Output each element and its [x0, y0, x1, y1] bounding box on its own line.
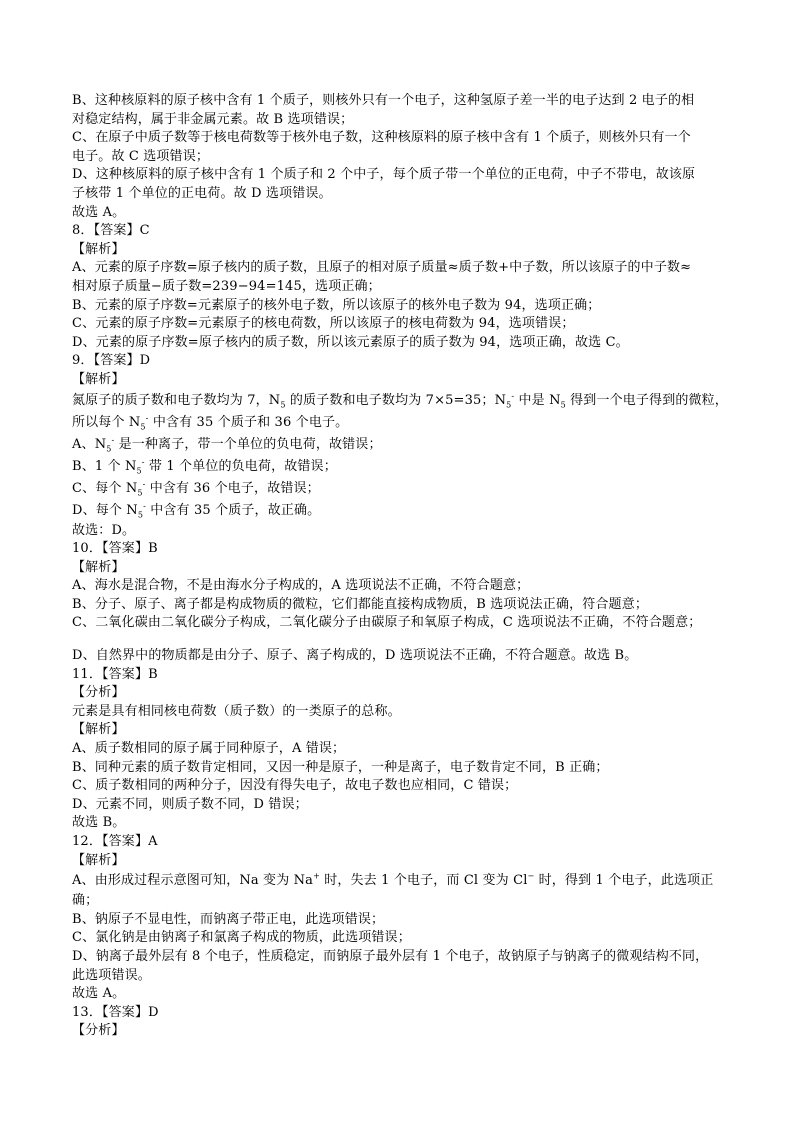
text-span: 氮原子的质子数和电子数均为 7，N — [72, 392, 281, 408]
text-line: B、元素的原子序数=元素原子的核外电子数，所以该原子的核外电子数为 94，选项正确； — [72, 297, 601, 313]
text-line: 相对原子质量−质子数=239−94=145，选项正确； — [72, 278, 381, 294]
answer-content — [72, 92, 728, 1041]
text-span: 是一种离子，带一个单位的负电荷，故错误； — [114, 436, 382, 452]
text-line: 故选 B。 — [72, 815, 126, 831]
text-span: 中含有 36 个电子，故错误； — [145, 480, 320, 496]
formula-line — [72, 870, 722, 892]
section-heading: 【解析】 — [72, 371, 125, 387]
option-line — [72, 456, 722, 478]
text-line: D、自然界中的物质都是由分子、原子、离子构成的，D 选项说法不正确，不符合题意。故选 B。 — [72, 648, 638, 664]
answer-heading: 12．【答案】A — [72, 834, 158, 849]
superscript: - — [143, 501, 146, 511]
text-line: D、钠离子最外层有 8 个电子，性质稳定，而钠原子最外层有 1 个电子，故钠原子与钠离子的微观结构不同， — [72, 948, 709, 964]
section-heading: 【解析】 — [72, 559, 125, 575]
text-span: 时，得到 1 个电子，此选项正 — [534, 873, 714, 889]
text-line: 对稳定结构，属于非金属元素。故 B 选项错误； — [72, 111, 354, 127]
superscript: - — [141, 457, 145, 467]
text-line: 此选项错误。 — [72, 967, 151, 983]
text-line: A、元素的原子序数=原子核内的质子数，且原子的相对原子质量≈质子数+中子数，所以该原子的中子数≈ — [72, 260, 692, 276]
text-line: A、质子数相同的原子属于同种原子，A 错误； — [72, 741, 346, 757]
text-line: C、在原子中质子数等于核电荷数等于核外电子数，这种核原料的原子核中含有 1 个质子，则核外只有一个 — [72, 130, 691, 146]
section-heading: 【分析】 — [72, 685, 125, 701]
text-line: B、分子、原子、离子都是构成物质的微粒，它们都能直接构成物质，B 选项说法正确，符合题意； — [72, 596, 648, 612]
section-heading: 【解析】 — [72, 852, 125, 868]
text-line: C、氯化钠是由钠离子和氯离子构成的物质，此选项错误； — [72, 930, 411, 946]
text-span: 所以每个 N — [72, 414, 141, 430]
section-heading: 【解析】 — [72, 241, 125, 257]
text-span: A、N — [72, 436, 107, 452]
subscript: 5 — [136, 466, 142, 476]
superscript: + — [313, 871, 320, 881]
text-line: 故选 A。 — [72, 204, 126, 220]
text-line: B、同种元素的质子数肯定相同，又因一种是原子，一种是离子，电子数肯定不同，B 正确； — [72, 759, 609, 775]
text-line: D、这种核原料的原子核中含有 1 个质子和 2 个中子，每个质子带一个单位的正电荷，中子不带电，故该原 — [72, 167, 696, 183]
superscript: - — [511, 391, 515, 401]
section-heading: 【分析】 — [72, 1023, 125, 1039]
answer-heading: 13．【答案】D — [72, 1004, 159, 1020]
text-line: 电子。故 C 选项错误； — [72, 148, 210, 164]
text-line: D、元素不同，则质子数不同，D 错误； — [72, 796, 308, 812]
text-line: 故选：D。 — [72, 522, 136, 538]
formula-line — [72, 390, 728, 412]
superscript: - — [142, 479, 146, 489]
text-line: B、这种核原料的原子核中含有 1 个质子，则核外只有一个电子，这种氢原子差一半的电子达到 2 电子的相 — [72, 93, 695, 108]
text-line: C、二氧化碳由二氧化碳分子构成，二氧化碳分子由碳原子和氧原子构成，C 选项说法不正确，不符合题意； — [72, 615, 702, 631]
subscript: 5 — [137, 510, 144, 520]
superscript: - — [111, 435, 115, 445]
superscript: − — [527, 871, 535, 881]
text-span: D、每个 N — [72, 502, 138, 518]
answer-heading: 10．【答案】B — [72, 541, 158, 557]
text-span: 时，失去 1 个电子，而 Cl 变为 Cl — [319, 873, 528, 889]
subscript: 5 — [280, 400, 286, 410]
subscript: 5 — [137, 488, 143, 498]
text-line: D、元素的原子序数=原子核内的质子数，所以该元素原子的质子数为 94，选项正确，故选 C。 — [72, 334, 629, 350]
option-line — [72, 478, 722, 500]
superscript: - — [145, 413, 149, 423]
option-line — [72, 500, 722, 522]
answer-heading: 11．【答案】B — [72, 666, 158, 682]
text-span: 中含有 35 个质子，故正确。 — [145, 502, 321, 518]
text-line: 子核带 1 个单位的正电荷。故 D 选项错误。 — [72, 185, 332, 201]
section-heading: 【解析】 — [72, 722, 125, 738]
text-line: 元素是具有相同核电荷数（质子数）的一类原子的总称。 — [72, 703, 401, 719]
text-span: 的质子数和电子数均为 7×5=35；N — [285, 392, 507, 408]
subscript: 5 — [560, 400, 566, 410]
spacer — [72, 633, 722, 647]
text-line: 确； — [72, 893, 99, 909]
text-span: 中含有 35 个质子和 36 个电子。 — [148, 414, 349, 430]
option-line — [72, 434, 722, 456]
subscript: 5 — [140, 422, 146, 432]
text-span: B、1 个 N — [72, 458, 137, 474]
text-line: C、元素的原子序数=元素原子的核电荷数，所以该原子的核电荷数为 94，选项错误； — [72, 316, 575, 332]
text-span: A、由形成过程示意图可知，Na 变为 Na — [72, 873, 314, 889]
text-span: C、每个 N — [72, 480, 138, 496]
text-line: A、海水是混合物，不是由海水分子构成的，A 选项说法不正确，不符合题意； — [72, 578, 530, 594]
formula-line — [72, 412, 722, 434]
text-span: 得到一个电子得到的微粒， — [565, 392, 728, 408]
subscript: 5 — [506, 400, 512, 410]
text-line: 故选 A。 — [72, 986, 126, 1002]
text-line: C、质子数相同的两种分子，因没有得失电子，故电子数也应相同，C 错误； — [72, 778, 518, 794]
text-span: 中是 N — [514, 392, 561, 408]
text-span: 带 1 个单位的负电荷，故错误； — [144, 458, 337, 474]
subscript: 5 — [106, 444, 112, 454]
text-line: B、钠原子不显电性，而钠离子带正电，此选项错误； — [72, 911, 385, 927]
answer-heading: 9．【答案】D — [72, 353, 151, 369]
answer-heading: 8．【答案】C — [72, 223, 150, 239]
